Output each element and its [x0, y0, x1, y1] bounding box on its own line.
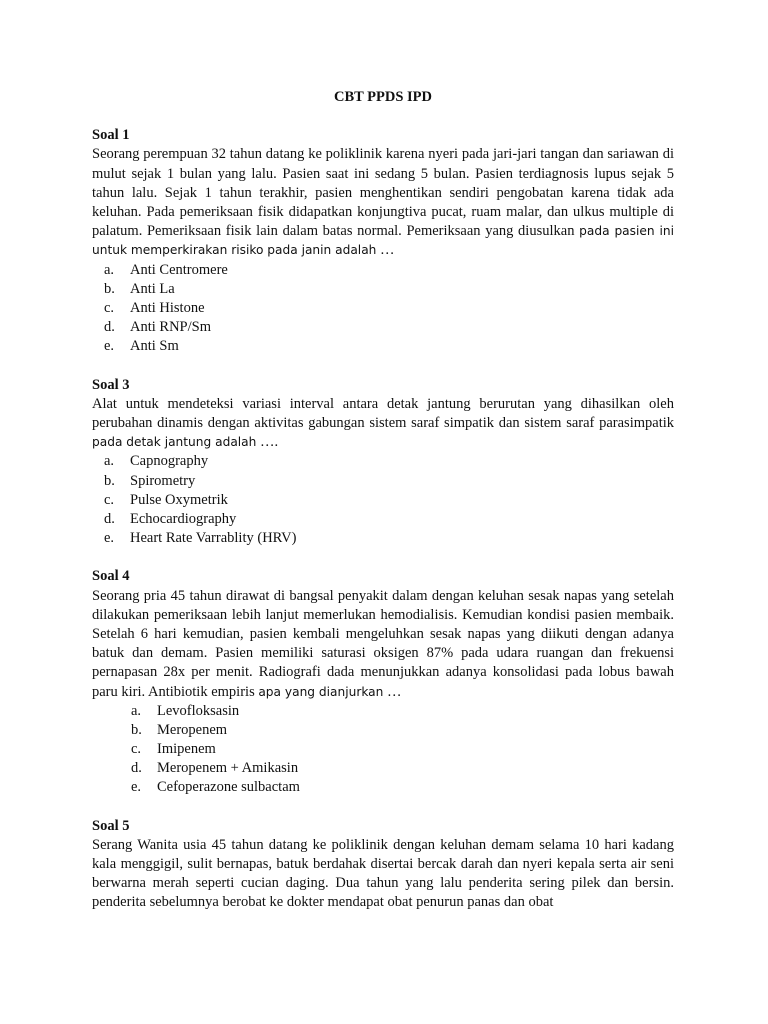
answer-option[interactable]: [92, 318, 674, 337]
option-text: Echocardiography: [130, 510, 237, 527]
option-letter: c.: [131, 741, 142, 758]
question-heading: Soal 4: [92, 568, 130, 585]
question-body: Seorang pria 45 tahun dirawat di bangsal penyakit dalam dengan keluhan sesak napas yang setelah dilakukan pemeriksaan lebih lanjut memerlukan hemodialisis. Kemudian kondisi pasien membaik. Setelah 6 hari kemudian, pasien kembali mengeluhkan sesak napas yang diikuti dengan adanya batuk dan demam. Pasien memiliki saturasi oksigen 87% pada udara ruangan dan frekuensi pernapasan 28x per menit. Radiografi dada menunjukkan adanya konsolidasi pada lobus bawah paru kiri. Antibiotik empiris: [92, 587, 674, 700]
question-text: [92, 587, 674, 702]
question-heading: Soal 3: [92, 376, 130, 393]
option-letter: e.: [104, 338, 115, 355]
answer-option[interactable]: [92, 740, 674, 759]
answer-option[interactable]: [92, 759, 674, 778]
answer-option[interactable]: [92, 452, 674, 471]
option-letter: a.: [131, 702, 142, 719]
option-text: Meropenem + Amikasin: [157, 760, 299, 777]
option-text: Anti Histone: [130, 300, 205, 316]
answer-options: [92, 702, 674, 798]
question-ellipsis: …: [380, 242, 395, 259]
option-letter: a.: [104, 261, 115, 278]
option-text: Pulse Oxymetrik: [130, 491, 228, 508]
question-ellipsis: ….: [260, 434, 279, 451]
option-text: Anti La: [130, 280, 175, 297]
answer-option[interactable]: [92, 261, 674, 280]
option-letter: c.: [104, 491, 115, 508]
option-letter: b.: [131, 721, 142, 738]
answer-option[interactable]: [92, 529, 674, 548]
document-title: CBT PPDS IPD: [333, 89, 433, 105]
question-text: [92, 145, 674, 260]
option-letter: c.: [104, 300, 115, 316]
option-letter: e.: [104, 530, 115, 547]
question-block: [92, 567, 674, 797]
question-heading: Soal 1: [92, 127, 130, 144]
question-body: Seorang perempuan 32 tahun datang ke poliklinik karena nyeri pada jari-jari tangan dan sariawan di mulut sejak 1 bulan yang lalu. Pasien saat ini sedang 5 bulan. Pasien terdiagnosis lupus sejak 5 tahun lalu. Sejak 1 tahun terakhir, pasien menghentikan sendiri pengobatan karena tidak ada keluhan. Pada pemeriksaan fisik didapatkan konjungtiva pucat, ruam malar, dan ulkus multiple di palatum. Pemeriksaan fisik lain dalam batas normal. Pemeriksaan yang diusulkan: [92, 146, 674, 240]
option-letter: e.: [131, 779, 142, 796]
answer-option[interactable]: [92, 472, 674, 491]
option-letter: d.: [131, 760, 142, 777]
document-page: [92, 88, 674, 932]
option-text: Levofloksasin: [157, 702, 240, 719]
question-body: Serang Wanita usia 45 tahun datang ke poliklinik dengan keluhan demam selama 10 hari kadang kala menggigil, sulit bernapas, batuk berdahak disertai bercak darah dan nyeri kepala serta air seni berwarna merah seperti cucian daging. Dua tahun yang lalu penderita sering pilek dan bersin. penderita sebelumnya berobat ke dokter mendapat obat penurun panas dan obat: [92, 836, 674, 911]
question-block: [92, 817, 674, 913]
answer-option[interactable]: [92, 337, 674, 356]
option-letter: b.: [104, 472, 115, 489]
question-prompt: pada detak jantung adalah: [92, 435, 257, 450]
answer-option[interactable]: [92, 778, 674, 797]
option-text: Anti RNP/Sm: [130, 319, 211, 336]
option-text: Anti Centromere: [130, 261, 228, 278]
question-prompt: apa yang dianjurkan: [258, 684, 384, 699]
answer-options: [92, 452, 674, 548]
question-block: [92, 126, 674, 356]
option-text: Cefoperazone sulbactam: [157, 779, 300, 796]
option-text: Imipenem: [157, 741, 216, 758]
answer-option[interactable]: [92, 510, 674, 529]
option-text: Capnography: [130, 453, 209, 470]
question-ellipsis: …: [387, 683, 402, 700]
answer-option[interactable]: [92, 280, 674, 299]
option-text: Meropenem: [157, 721, 228, 738]
question-prompt: pada pasien ini untuk memperkirakan risiko pada janin adalah: [92, 224, 675, 258]
question-heading: Soal 5: [92, 817, 130, 834]
option-text: Anti Sm: [130, 338, 179, 355]
answer-option[interactable]: [92, 299, 674, 318]
option-letter: a.: [104, 453, 115, 470]
option-text: Heart Rate Varrablity (HRV): [130, 530, 297, 547]
option-letter: d.: [104, 319, 115, 336]
answer-option[interactable]: [92, 702, 674, 721]
answer-option[interactable]: [92, 721, 674, 740]
question-text: [92, 395, 674, 453]
answer-option[interactable]: [92, 491, 674, 510]
option-letter: b.: [104, 280, 115, 297]
option-text: Spirometry: [130, 472, 196, 489]
answer-options: [92, 261, 674, 357]
question-body: Alat untuk mendeteksi variasi interval antara detak jantung berurutan yang dihasilkan oleh perubahan dinamis dengan aktivitas gabungan sistem saraf simpatik dan sistem saraf parasimpatik: [92, 395, 674, 431]
option-letter: d.: [104, 510, 115, 527]
question-block: [92, 376, 674, 549]
